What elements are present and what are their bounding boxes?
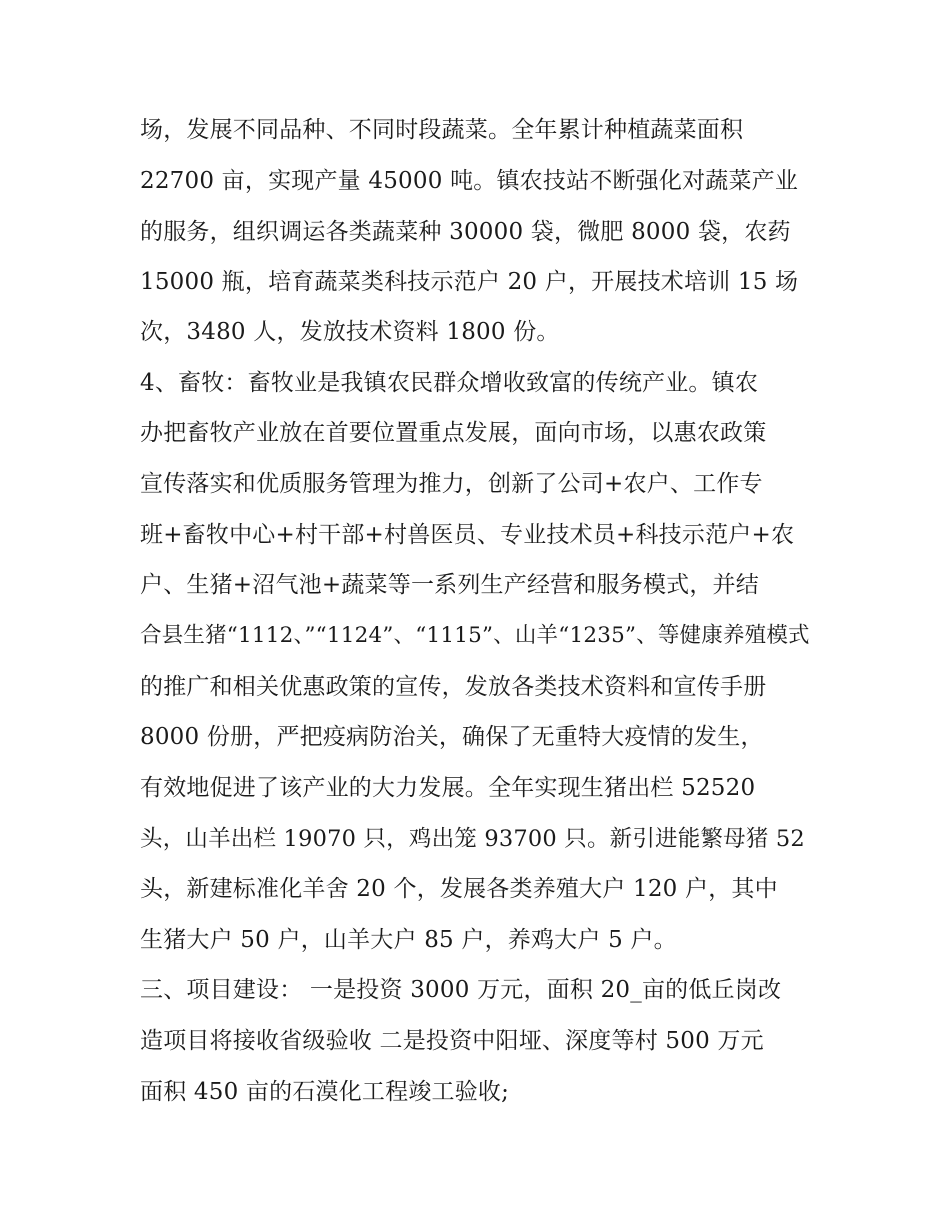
text-line-15: 头，山羊出栏 19070 只，鸡出笼 93700 只。新引进能繁母猪 52 [140, 826, 805, 852]
text-line-5: 次，3480 人，发放技术资料 1800 份。 [140, 319, 560, 345]
text-line-8: 宣传落实和优质服务管理为推力，创新了公司+农户、工作专 [140, 471, 763, 497]
text-line-4: 15000 瓶，培育蔬菜类科技示范户 20 户，开展技术培训 15 场 [140, 269, 799, 295]
text-line-7: 办把畜牧产业放在首要位置重点发展，面向市场，以惠农政策 [140, 420, 767, 446]
text-line-10: 户、生猪+沼气池+蔬菜等一系列生产经营和服务模式，并结 [140, 572, 759, 598]
text-line-17: 生猪大户 50 户，山羊大户 85 户，养鸡大户 5 户。 [140, 927, 677, 953]
text-line-3: 的服务，组织调运各类蔬菜种 30000 袋，微肥 8000 袋，农药 [140, 219, 791, 245]
text-line-18: 三、项目建设： 一是投资 3000 万元，面积 20_亩的低丘岗改 [140, 977, 782, 1003]
text-line-19: 造项目将接收省级验收 二是投资中阳垭、深度等村 500 万元 [140, 1028, 764, 1054]
text-line-6: 4、畜牧：畜牧业是我镇农民群众增收致富的传统产业。镇农 [140, 370, 759, 396]
text-line-2: 22700 亩，实现产量 45000 吨。镇农技站不断强化对蔬菜产业 [140, 168, 799, 194]
text-line-16: 头，新建标准化羊舍 20 个，发展各类养殖大户 120 户，其中 [140, 876, 778, 902]
text-line-13: 8000 份册，严把疫病防治关，确保了无重特大疫情的发生， [140, 724, 764, 750]
text-line-14: 有效地促进了该产业的大力发展。全年实现生猪出栏 52520 [140, 775, 756, 801]
text-line-1: 场，发展不同品种、不同时段蔬菜。全年累计种植蔬菜面积 [140, 117, 744, 143]
text-line-9: 班+畜牧中心+村干部+村兽医员、专业技术员+科技示范户+农 [140, 522, 795, 548]
text-line-12: 的推广和相关优惠政策的宣传，发放各类技术资料和宣传手册 [140, 674, 767, 700]
text-line-11: 合县生猪“1112、”“1124”、“1115”、山羊“1235”、等健康养殖模式 [140, 623, 810, 648]
text-line-20: 面积 450 亩的石漠化工程竣工验收; [140, 1079, 510, 1105]
